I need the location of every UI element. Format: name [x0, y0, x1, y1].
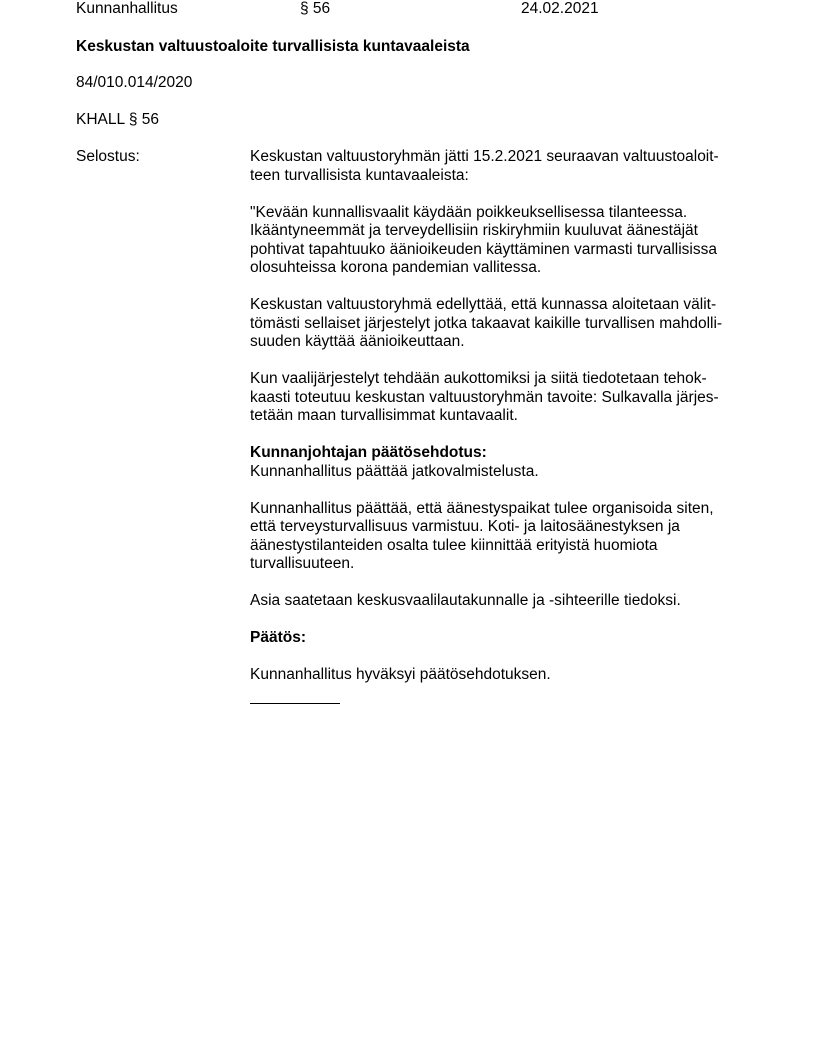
paragraph [250, 204, 750, 278]
decision-heading-block [250, 629, 750, 648]
reference: KHALL § 56 [76, 111, 160, 128]
header-section: § 56 [300, 0, 331, 17]
paragraph [250, 370, 750, 426]
proposal-block [250, 444, 750, 481]
text-line: äänestystilanteiden osalta tulee kiinnittää erityistä huomiota [250, 536, 658, 554]
text-line: Ikääntyneemmät ja terveydellisiin riskiryhmiin kuuluvat äänestäjät [250, 222, 698, 239]
text-line: Kunnanhallitus päättää jatkovalmistelusta. [250, 462, 539, 480]
paragraph [250, 500, 750, 574]
text-line: Kunnanhallitus päättää, että äänestyspaikat tulee organisoida siten, [250, 499, 714, 517]
paragraph [250, 592, 750, 611]
text-line: pohtivat tapahtuuko äänioikeuden käyttäminen varmasti turvallisissa [250, 240, 717, 258]
paragraph [250, 148, 750, 185]
text-line: Kun vaalijärjestelyt tehdään aukottomiksi ja siitä tiedotetaan tehok- [250, 370, 707, 387]
proposal-heading: Kunnanjohtajan päätösehdotus: [250, 444, 487, 461]
text-line: Keskustan valtuustoryhmä edellyttää, että kunnassa aloitetaan välit- [250, 296, 717, 313]
text-line: "Kevään kunnallisvaalit käydään poikkeuksellisessa tilanteessa. [250, 203, 688, 221]
document-title: Keskustan valtuustoaloite turvallisista kuntavaaleista [76, 38, 470, 55]
signature-rule [250, 703, 340, 704]
header-date: 24.02.2021 [521, 0, 599, 17]
decision-text: Kunnanhallitus hyväksyi päätösehdotuksen. [250, 666, 551, 683]
decision-heading: Päätös: [250, 629, 306, 646]
text-line: olosuhteissa korona pandemian vallitessa. [250, 259, 542, 276]
header-body: Kunnanhallitus [76, 0, 178, 17]
diary-number: 84/010.014/2020 [76, 74, 193, 91]
body-column [250, 148, 750, 704]
paragraph [250, 666, 750, 685]
paragraph [250, 296, 750, 352]
text-line: Keskustan valtuustoryhmän jätti 15.2.2021 seuraavan valtuustoaloit- [250, 148, 719, 165]
section-label: Selostus: [76, 148, 140, 165]
text-line: turvallisuuteen. [250, 555, 355, 572]
text-line: tömästi sellaiset järjestelyt jotka takaavat kaikille turvallisen mahdolli- [250, 314, 723, 332]
text-line: teen turvallisista kuntavaaleista: [250, 166, 469, 184]
text-line: Asia saatetaan keskusvaalilautakunnalle ja -sihteerille tiedoksi. [250, 592, 681, 609]
text-line: suuden käyttää äänioikeuttaan. [250, 333, 465, 350]
text-line: että terveysturvallisuus varmistuu. Koti- ja laitosäänestyksen ja [250, 518, 680, 535]
text-line: kaasti toteutuu keskustan valtuustoryhmän tavoite: Sulkavalla järjes- [250, 388, 719, 406]
text-line: tetään maan turvallisimmat kuntavaalit. [250, 407, 518, 424]
